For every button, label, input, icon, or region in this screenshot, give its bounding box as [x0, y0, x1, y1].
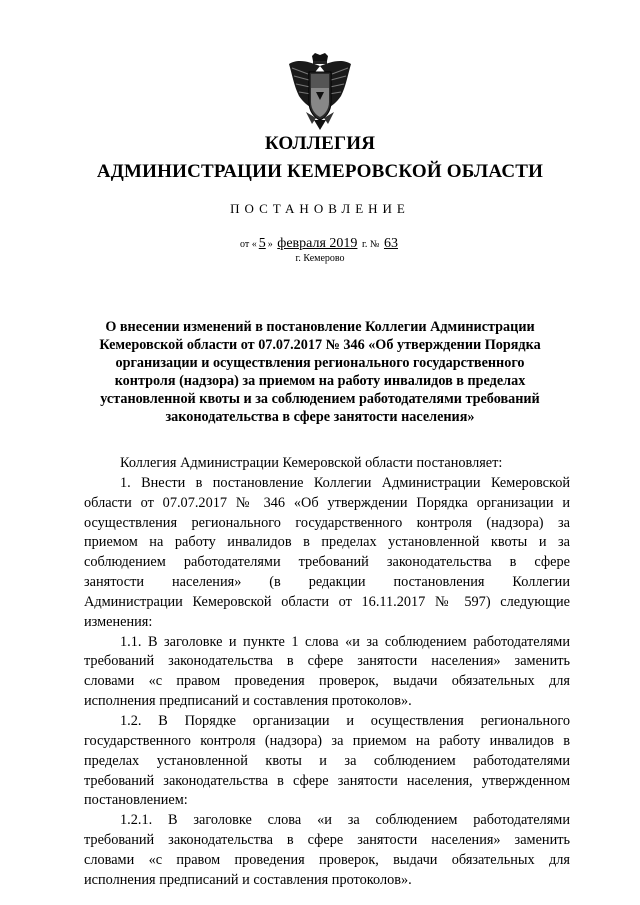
date-line [0, 236, 640, 252]
number-label: № [369, 239, 380, 250]
document-body [84, 454, 570, 891]
body-line: исполнения предписаний и составления протоколов». [84, 693, 412, 710]
title-line: установленной квоты и за соблюдением работодателями требований [100, 391, 540, 407]
body-line: приемом на работу инвалидов в пределах установленной квоты и за [84, 534, 570, 551]
body-line: постановлением: [84, 792, 188, 809]
body-line: осуществления регионального государственного контроля (надзора) за [84, 514, 570, 531]
org-name-line1: КОЛЛЕГИЯ [264, 133, 376, 154]
title-line: организации и осуществления регионального государственного [115, 355, 525, 371]
body-line: Коллегия Администрации Кемеровской области постановляет: [120, 455, 503, 471]
title-line: Кемеровской области от 07.07.2017 № 346 «Об утверждении Порядка [99, 337, 541, 353]
body-line: соблюдением работодателями требований законодательства в сфере [84, 554, 570, 571]
body-line: требований законодательства в сфере занятости населения, утвержденном [84, 772, 570, 789]
body-line: словами «с правом проведения проверок, выдачи обязательных для [84, 673, 570, 690]
body-line: государственного контроля (надзора) за приемом на работу инвалидов в [84, 732, 570, 749]
body-line: Администрации Кемеровской области от 16.11.2017 № 597) следующие [84, 593, 570, 610]
date-prefix: от « [240, 239, 257, 250]
document-number: 63 [383, 236, 398, 251]
body-line: 1.2. В Порядке организации и осуществления регионального [120, 712, 570, 729]
date-year-suffix: г. [361, 239, 368, 250]
body-line: 1.1. В заголовке и пункте 1 слова «и за соблюдением работодателями [120, 633, 570, 650]
title-line: контроля (надзора) за приемом на работу инвалидов в пределах [114, 373, 526, 389]
body-line: изменения: [84, 613, 153, 630]
coat-of-arms-emblem [286, 52, 354, 132]
body-line: занятости населения» (в редакции постановления Коллегии [84, 574, 570, 591]
document-title [78, 318, 562, 426]
org-name-line2: АДМИНИСТРАЦИИ КЕМЕРОВСКОЙ ОБЛАСТИ [96, 161, 544, 182]
body-line: 1. Внести в постановление Коллегии Администрации Кемеровской [120, 474, 570, 491]
title-line: законодательства в сфере занятости населения» [165, 409, 475, 425]
date-day: 5 [258, 236, 266, 251]
document-type: ПОСТАНОВЛЕНИЕ [230, 201, 410, 216]
date-mid: » [267, 239, 273, 250]
body-line: 1.2.1. В заголовке слова «и за соблюдением работодателями [120, 812, 570, 829]
body-line: словами «с правом проведения проверок, выдачи обязательных для [84, 851, 570, 868]
body-line: требований законодательства в сфере занятости населения» заменить [84, 653, 570, 670]
body-line: области от 07.07.2017 № 346 «Об утверждении Порядка организации и [84, 494, 570, 511]
body-line: исполнения предписаний и составления протоколов». [84, 871, 412, 888]
body-line: требований законодательства в сфере занятости населения» заменить [84, 832, 570, 849]
city: г. Кемерово [295, 253, 345, 264]
title-line: О внесении изменений в постановление Коллегии Администрации [105, 319, 535, 335]
date-month-year: февраля 2019 [277, 236, 358, 251]
body-line: пределах установленной квоты и за соблюдением работодателями [84, 752, 570, 769]
